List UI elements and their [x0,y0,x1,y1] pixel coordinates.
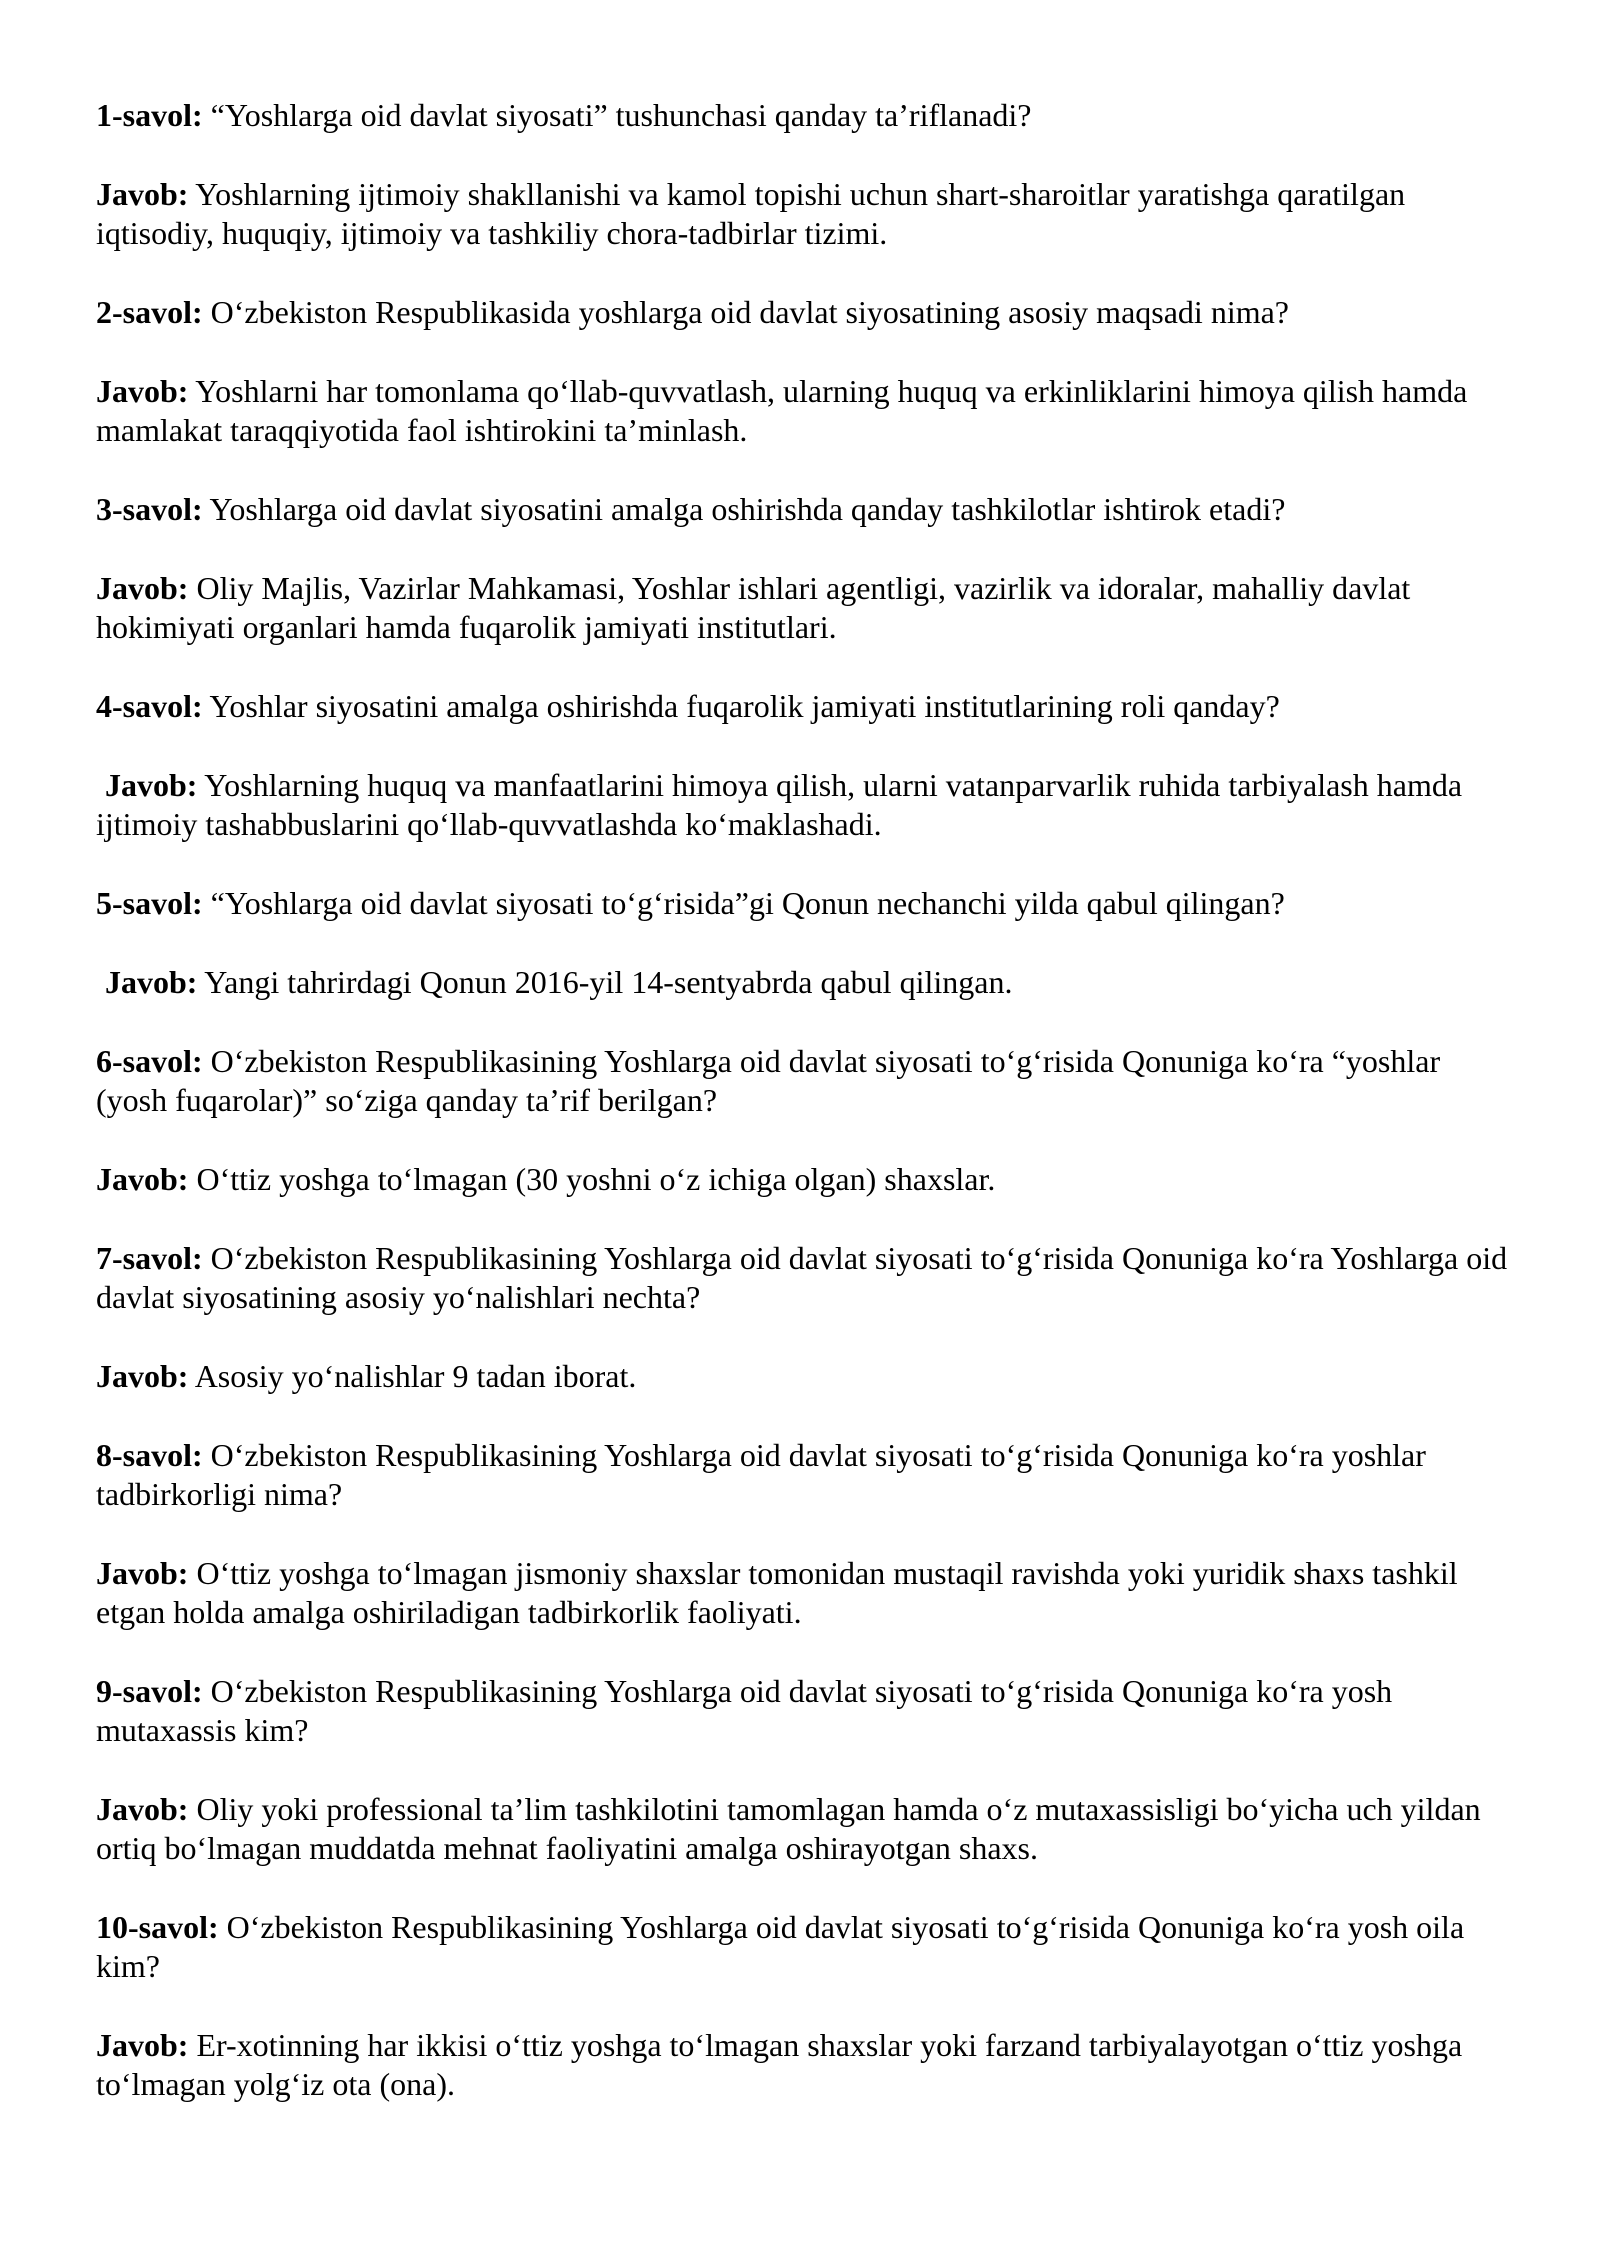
answer-label: Javob: [96,570,189,606]
question-label: 10-savol: [96,1909,219,1945]
answer-text: Asosiy yo‘nalishlar 9 tadan iborat. [194,1358,637,1394]
answer-text: Er-xotinning har ikkisi o‘ttiz yoshga to‘lmagan shaxslar yoki farzand tarbiyalayotgan o‘ttiz yoshga to‘lmagan yolg‘iz ota (ona). [96,2027,1463,2102]
answer-label: Javob: [105,767,198,803]
answer-8 [96,1554,1516,1632]
answer-text: Oliy Majlis, Vazirlar Mahkamasi, Yoshlar ishlari agentligi, vazirlik va idoralar, mahalliy davlat hokimiyati organlari hamda fuqarolik jamiyati institutlari. [96,570,1411,645]
question-label: 9-savol: [96,1673,203,1709]
question-text: “Yoshlarga oid davlat siyosati to‘g‘risida”gi Qonun nechanchi yilda qabul qilingan? [210,885,1285,921]
question-1 [96,96,1516,135]
answer-6 [96,1160,1516,1199]
question-text: O‘zbekiston Respublikasining Yoshlarga oid davlat siyosati to‘g‘risida Qonuniga ko‘ra yosh mutaxassis kim? [96,1673,1393,1748]
answer-5 [96,963,1516,1002]
question-text: O‘zbekiston Respublikasining Yoshlarga oid davlat siyosati to‘g‘risida Qonuniga ko‘ra yosh oila kim? [96,1909,1465,1984]
question-9 [96,1672,1516,1750]
question-label: 6-savol: [96,1043,203,1079]
answer-10 [96,2026,1516,2104]
answer-7 [96,1357,1516,1396]
answer-3 [96,569,1516,647]
question-label: 3-savol: [96,491,203,527]
document-page [96,96,1516,2144]
answer-label: Javob: [96,2027,189,2063]
question-label: 2-savol: [96,294,203,330]
question-text: Yoshlar siyosatini amalga oshirishda fuqarolik jamiyati institutlarining roli qanday? [209,688,1280,724]
question-label: 8-savol: [96,1437,203,1473]
question-2 [96,293,1516,332]
question-5 [96,884,1516,923]
answer-label: Javob: [96,373,189,409]
question-text: O‘zbekiston Respublikasining Yoshlarga oid davlat siyosati to‘g‘risida Qonuniga ko‘ra “yoshlar (yosh fuqarolar)” so‘ziga qanday ta’rif berilgan? [96,1043,1441,1118]
answer-text: O‘ttiz yoshga to‘lmagan (30 yoshni o‘z ichiga olgan) shaxslar. [196,1161,996,1197]
answer-9 [96,1790,1516,1868]
answer-label: Javob: [96,1358,189,1394]
question-4 [96,687,1516,726]
question-3 [96,490,1516,529]
answer-label: Javob: [96,1555,189,1591]
question-label: 7-savol: [96,1240,203,1276]
answer-text: Yoshlarning ijtimoiy shakllanishi va kamol topishi uchun shart-sharoitlar yaratishga qaratilgan iqtisodiy, huquqiy, ijtimoiy va tashkiliy chora-tadbirlar tizimi. [96,176,1406,251]
question-6 [96,1042,1516,1120]
question-text: Yoshlarga oid davlat siyosatini amalga oshirishda qanday tashkilotlar ishtirok etadi? [209,491,1286,527]
question-label: 5-savol: [96,885,203,921]
answer-1 [96,175,1516,253]
question-label: 1-savol: [96,97,203,133]
answer-text: Yoshlarning huquq va manfaatlarini himoya qilish, ularni vatanparvarlik ruhida tarbiyalash hamda ijtimoiy tashabbuslarini qo‘llab-quvvatlashda ko‘maklashadi. [96,767,1463,842]
answer-text: Oliy yoki professional ta’lim tashkilotini tamomlagan hamda o‘z mutaxassisligi bo‘yicha uch yildan ortiq bo‘lmagan muddatda mehnat faoliyatini amalga oshirayotgan shaxs. [96,1791,1481,1866]
answer-label: Javob: [96,176,189,212]
answer-text: O‘ttiz yoshga to‘lmagan jismoniy shaxslar tomonidan mustaqil ravishda yoki yuridik shaxs tashkil etgan holda amalga oshiriladigan tadbirkorlik faoliyati. [96,1555,1458,1630]
answer-label: Javob: [96,1791,189,1827]
question-text: O‘zbekiston Respublikasining Yoshlarga oid davlat siyosati to‘g‘risida Qonuniga ko‘ra Yoshlarga oid davlat siyosatining asosiy yo‘nalishlari nechta? [96,1240,1508,1315]
question-text: O‘zbekiston Respublikasida yoshlarga oid davlat siyosatining asosiy maqsadi nima? [210,294,1289,330]
question-label: 4-savol: [96,688,203,724]
question-text: O‘zbekiston Respublikasining Yoshlarga oid davlat siyosati to‘g‘risida Qonuniga ko‘ra yoshlar tadbirkorligi nima? [96,1437,1426,1512]
question-7 [96,1239,1516,1317]
question-text: “Yoshlarga oid davlat siyosati” tushunchasi qanday ta’riflanadi? [210,97,1032,133]
answer-2 [96,372,1516,450]
answer-text: Yoshlarni har tomonlama qo‘llab-quvvatlash, ularning huquq va erkinliklarini himoya qilish hamda mamlakat taraqqiyotida faol ishtirokini ta’minlash. [96,373,1468,448]
question-8 [96,1436,1516,1514]
answer-label: Javob: [96,1161,189,1197]
answer-label: Javob: [105,964,198,1000]
answer-text: Yangi tahrirdagi Qonun 2016-yil 14-sentyabrda qabul qilingan. [204,964,1013,1000]
answer-4 [96,766,1516,844]
question-10 [96,1908,1516,1986]
